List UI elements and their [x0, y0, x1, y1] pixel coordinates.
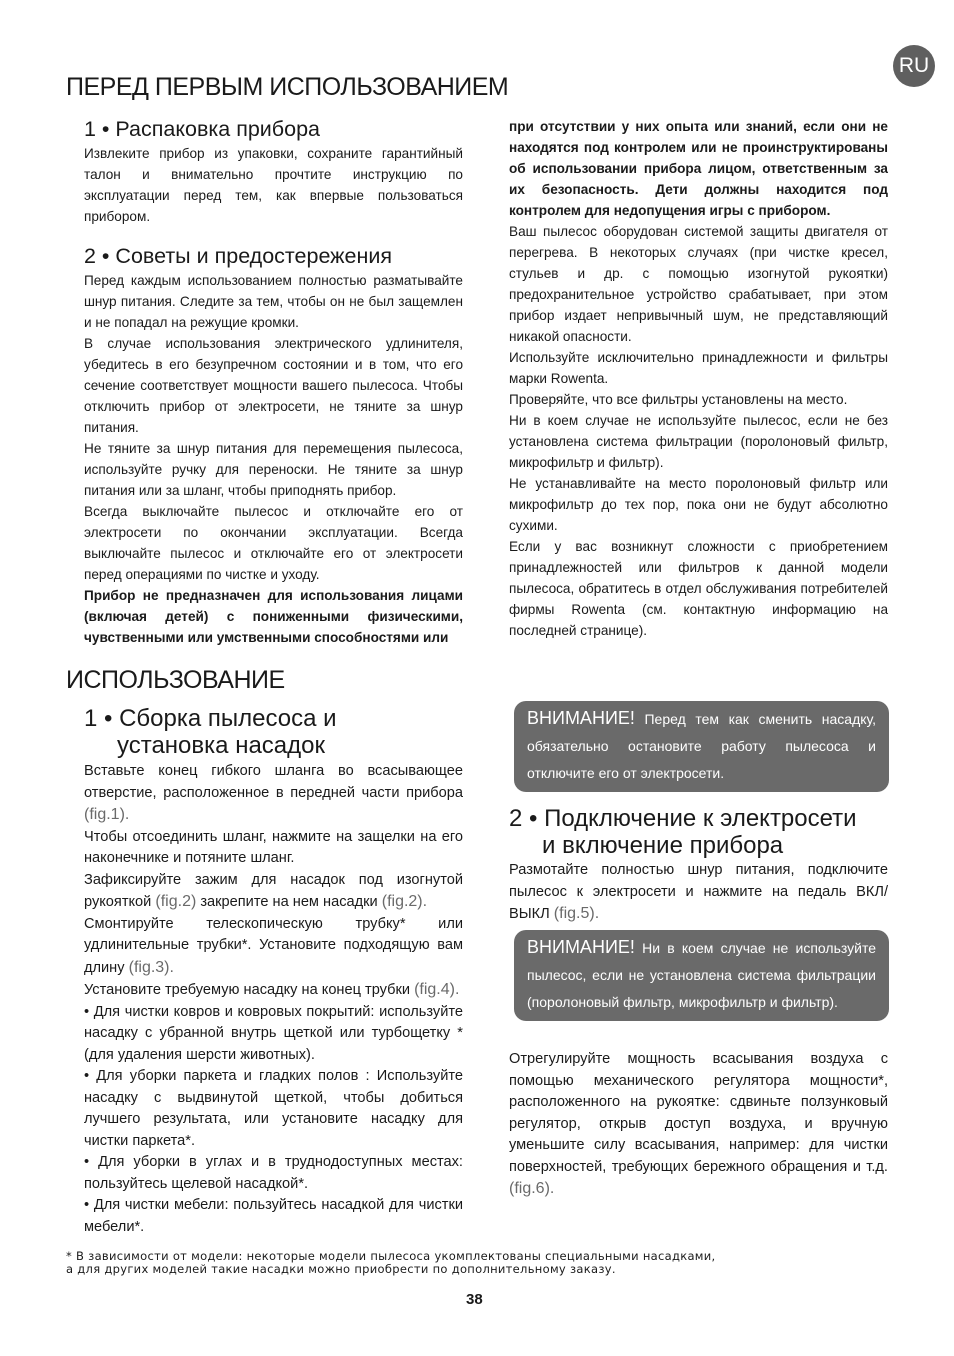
- connect-text: [509, 860, 888, 926]
- list-item: • Для чистки мебели: пользуйтесь насадкой для чистки мебели*.: [84, 1197, 463, 1235]
- right-column-section2-connect: [509, 805, 888, 926]
- figure-reference: (fig.6).: [509, 1180, 555, 1197]
- paragraph: Всегда выключайте пылесос и отключайте его от электросети по окончании эксплуатации. Всегда выключайте пылесос и отключайте его от электросети перед операциями по чистке и уходу.: [84, 504, 463, 582]
- language-badge: RU: [893, 45, 935, 87]
- heading-line: 1 • Сборка пылесоса и: [84, 705, 337, 732]
- paragraph: Чтобы отсоединить шланг, нажмите на защелки на его наконечнике и потяните шланг.: [84, 828, 463, 866]
- regulator-text: [509, 1049, 888, 1201]
- paragraph: В случае использования электрического удлинителя, убедитесь в его безупречном состоянии и в том, что его сечение соответствует мощности вашего пылесоса. Чтобы отключить прибор от электросети, не тяните за шнур питания.: [84, 336, 463, 435]
- warning-label: ВНИМАНИЕ!: [527, 708, 635, 728]
- section-title-before-first-use: ПЕРЕД ПЕРВЫМ ИСПОЛЬЗОВАНИЕМ: [66, 73, 509, 101]
- unpacking-text: [84, 143, 463, 227]
- right-column-section1: [509, 116, 888, 641]
- footnote-line: * В зависимости от модели: некоторые модели пылесоса укомплектованы специальными насадками,: [66, 1249, 716, 1263]
- paragraph: Не устанавливайте на место поролоновый фильтр или микрофильтр до тех пор, пока они не будут абсолютно сухими.: [509, 476, 888, 533]
- paragraph: Перед каждым использованием полностью разматывайте шнур питания. Следите за тем, чтобы он не был защемлен и не попадал на режущие кромки.: [84, 273, 463, 330]
- list-item: • Для уборки паркета и гладких полов : Используйте насадку с выдвинутой щеткой, чтобы добиться лучшего результата, или установите насадку для чистки паркета*.: [84, 1068, 463, 1149]
- warning-box-filters-wrap: [514, 930, 889, 1021]
- heading-unpacking: 1 • Распаковка прибора: [84, 117, 320, 141]
- paragraph: Размотайте полностью шнур питания, подключите пылесос к электросети и нажмите на педаль ВКЛ/ВЫКЛ (fig.5).: [509, 862, 888, 922]
- heading-connect: [509, 805, 888, 859]
- figure-reference: (fig.3).: [128, 958, 174, 976]
- figure-reference: (fig.5).: [553, 905, 600, 922]
- bold-warning-paragraph: при отсутствии у них опыта или знаний, если они не находятся под контролем или не проинструктированы об использовании прибора лицом, ответственным за их безопасность. Дети должны находится под контролем для недопущения игры с прибором.: [509, 119, 888, 218]
- left-column-section1: [84, 116, 463, 648]
- paragraph: Отрегулируйте мощность всасывания воздуха с помощью механического регулятора мощности*, расположенного на рукоятке: сдвиньте ползунковый регулятор, открыв доступ воздуха, и вручную уменьшите силу всасывания, например: для чистки поверхностей, требующих бережного обращения и т.д. (fig.6).: [509, 1051, 888, 1197]
- regulator-text-block: [509, 1049, 888, 1201]
- paragraph: Ваш пылесос оборудован системой защиты двигателя от перегрева. В некоторых случаях (при чистке кресел, стульев и др. с помощью изогнутой рукоятки) предохранительное устройство срабатывает, при этом прибор издает непривычный шум, не представляющий никакой опасности.: [509, 224, 888, 344]
- warning-text: Перед тем как сменить насадку, обязательно остановите работу пылесоса и отключите его от электросети.: [527, 711, 877, 781]
- section-title-usage: ИСПОЛЬЗОВАНИЕ: [66, 666, 285, 694]
- list-item: • Для чистки ковров и ковровых покрытий: используйте насадку с убранной внутрь щеткой или турбощетку * (для удаления шерсти животных).: [84, 1003, 463, 1063]
- figure-reference: (fig.2).: [381, 893, 428, 910]
- paragraph: Проверяйте, что все фильтры установлены на место.: [509, 392, 848, 407]
- warning-box-filters: [514, 930, 889, 1021]
- heading-advice: 2 • Советы и предостережения: [84, 244, 393, 268]
- paragraph: Не тяните за шнур питания для перемещения пылесоса, используйте ручку для переноски. Не тяните за шнур питания или за шланг, чтобы приподнять прибор.: [84, 441, 463, 498]
- paragraph: Ни в коем случае не используйте пылесос, если не без установлена система фильтрации (поролоновый фильтр, микрофильтр и фильтр).: [509, 413, 888, 470]
- assembly-text: [84, 761, 463, 1238]
- advice-text-continued: [509, 116, 888, 641]
- paragraph: Если у вас возникнут сложности с приобретением принадлежностей или фильтров к данной модели пылесоса, обратитесь в отдел обслуживания потребителей фирмы Rowenta (см. контактную информацию на последней странице).: [509, 539, 888, 638]
- paragraph: Зафиксируйте зажим для насадок под изогнутой рукояткой (fig.2) закрепите на нем насадки (fig.2).: [84, 871, 463, 910]
- list-item: • Для уборки в углах и в труднодоступных местах: пользуйтесь щелевой насадкой*.: [84, 1154, 463, 1192]
- bold-warning-paragraph: Прибор не предназначен для использования лицами (включая детей) с пониженными физическими, чувственными или умственными способностями или: [84, 588, 463, 645]
- footnote: [66, 1250, 716, 1276]
- paragraph: Смонтируйте телескопическую трубку* или удлинительные трубки*. Установите подходящую вам длину (fig.3).: [84, 915, 463, 976]
- right-column-section2: [514, 701, 889, 792]
- heading-line: 2 • Подключение к электросети: [509, 805, 857, 832]
- warning-label: ВНИМАНИЕ!: [527, 937, 635, 957]
- figure-reference: (fig.2): [155, 893, 197, 910]
- figure-reference: (fig.1).: [84, 806, 130, 823]
- figure-reference: (fig.4).: [414, 981, 460, 998]
- warning-text: Ни в коем случае не используйте пылесос, если не установлена система фильтрации (поролоновый фильтр, микрофильтр и фильтр).: [527, 940, 876, 1010]
- advice-text: [84, 270, 463, 648]
- paragraph: Используйте исключительно принадлежности и фильтры марки Rowenta.: [509, 350, 888, 386]
- heading-line: и включение прибора: [542, 832, 784, 859]
- paragraph: Вставьте конец гибкого шланга во всасывающее отверстие, расположенное в передней части прибора (fig.1).: [84, 763, 463, 823]
- footnote-line: а для других моделей такие насадки можно приобрести по дополнительному заказу.: [66, 1262, 616, 1276]
- heading-line: установка насадок: [117, 732, 325, 759]
- paragraph: Извлеките прибор из упаковки, сохраните гарантийный талон и внимательно прочтите инструкцию по эксплуатации перед тем, как впервые пользоваться прибором.: [84, 146, 463, 224]
- paragraph: Установите требуемую насадку на конец трубки (fig.4).: [84, 981, 460, 998]
- warning-box-change-nozzle: [514, 701, 889, 792]
- heading-assembly: [84, 705, 463, 759]
- left-column-section2: [84, 705, 463, 1238]
- page-number: 38: [466, 1291, 483, 1308]
